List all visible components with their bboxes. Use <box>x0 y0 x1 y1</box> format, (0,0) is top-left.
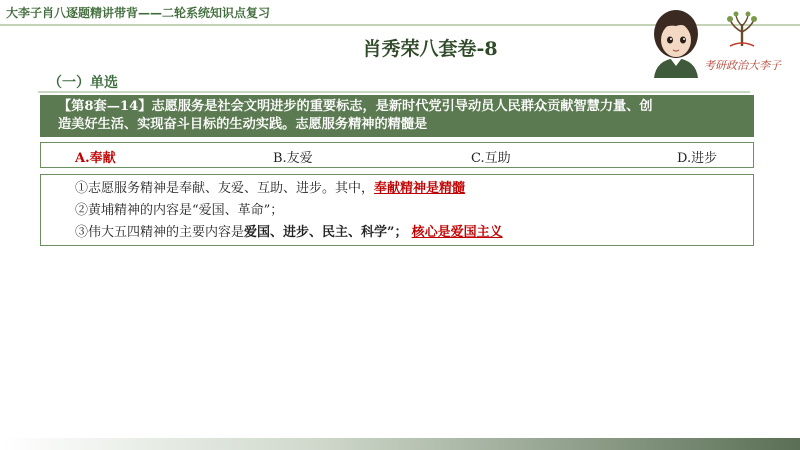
options-row <box>40 142 754 168</box>
option-d[interactable]: D.进步 <box>677 151 718 166</box>
section-label: （一）单选 <box>48 75 118 91</box>
option-c[interactable]: C.互助 <box>471 151 511 166</box>
analysis-line-2: ②黄埔精神的内容是“爱国、革命”； <box>75 203 284 218</box>
tree-emblem-icon <box>722 10 762 50</box>
section-divider <box>38 91 750 93</box>
question-text-line-2: 造美好生活、实现奋斗目标的生动实践。志愿服务精神的精髓是 <box>58 117 428 132</box>
logo-text: 考研政治大李子 <box>704 59 781 72</box>
footer-bar <box>0 438 800 450</box>
analysis-line-1-highlight: 奉献精神是精髓 <box>374 181 466 196</box>
analysis-line-1-text: ①志愿服务精神是奉献、友爱、互助、进步。其中， <box>75 181 375 196</box>
analysis-line-3-text: ③伟大五四精神的主要内容是 <box>75 225 245 240</box>
question-text-line-1: 【第8套—14】志愿服务是社会文明进步的重要标志，是新时代党引导动员人民群众贡献智慧力量、创 <box>58 99 653 114</box>
series-title: 大李子肖八逐题精讲带背——二轮系统知识点复习 <box>6 6 271 20</box>
analysis-line-3 <box>75 222 753 244</box>
analysis-line-3-bold: 爱国、进步、民主、科学”； <box>244 225 408 240</box>
analysis-line-1 <box>75 178 753 200</box>
question-box <box>40 95 754 137</box>
option-b[interactable]: B.友爱 <box>273 151 313 166</box>
page-title: 肖秀荣八套卷-8 <box>362 38 498 60</box>
analysis-box <box>40 174 754 246</box>
option-a[interactable]: A.奉献 <box>75 151 116 166</box>
analysis-line-3-highlight: 核心是爱国主义 <box>411 225 503 240</box>
